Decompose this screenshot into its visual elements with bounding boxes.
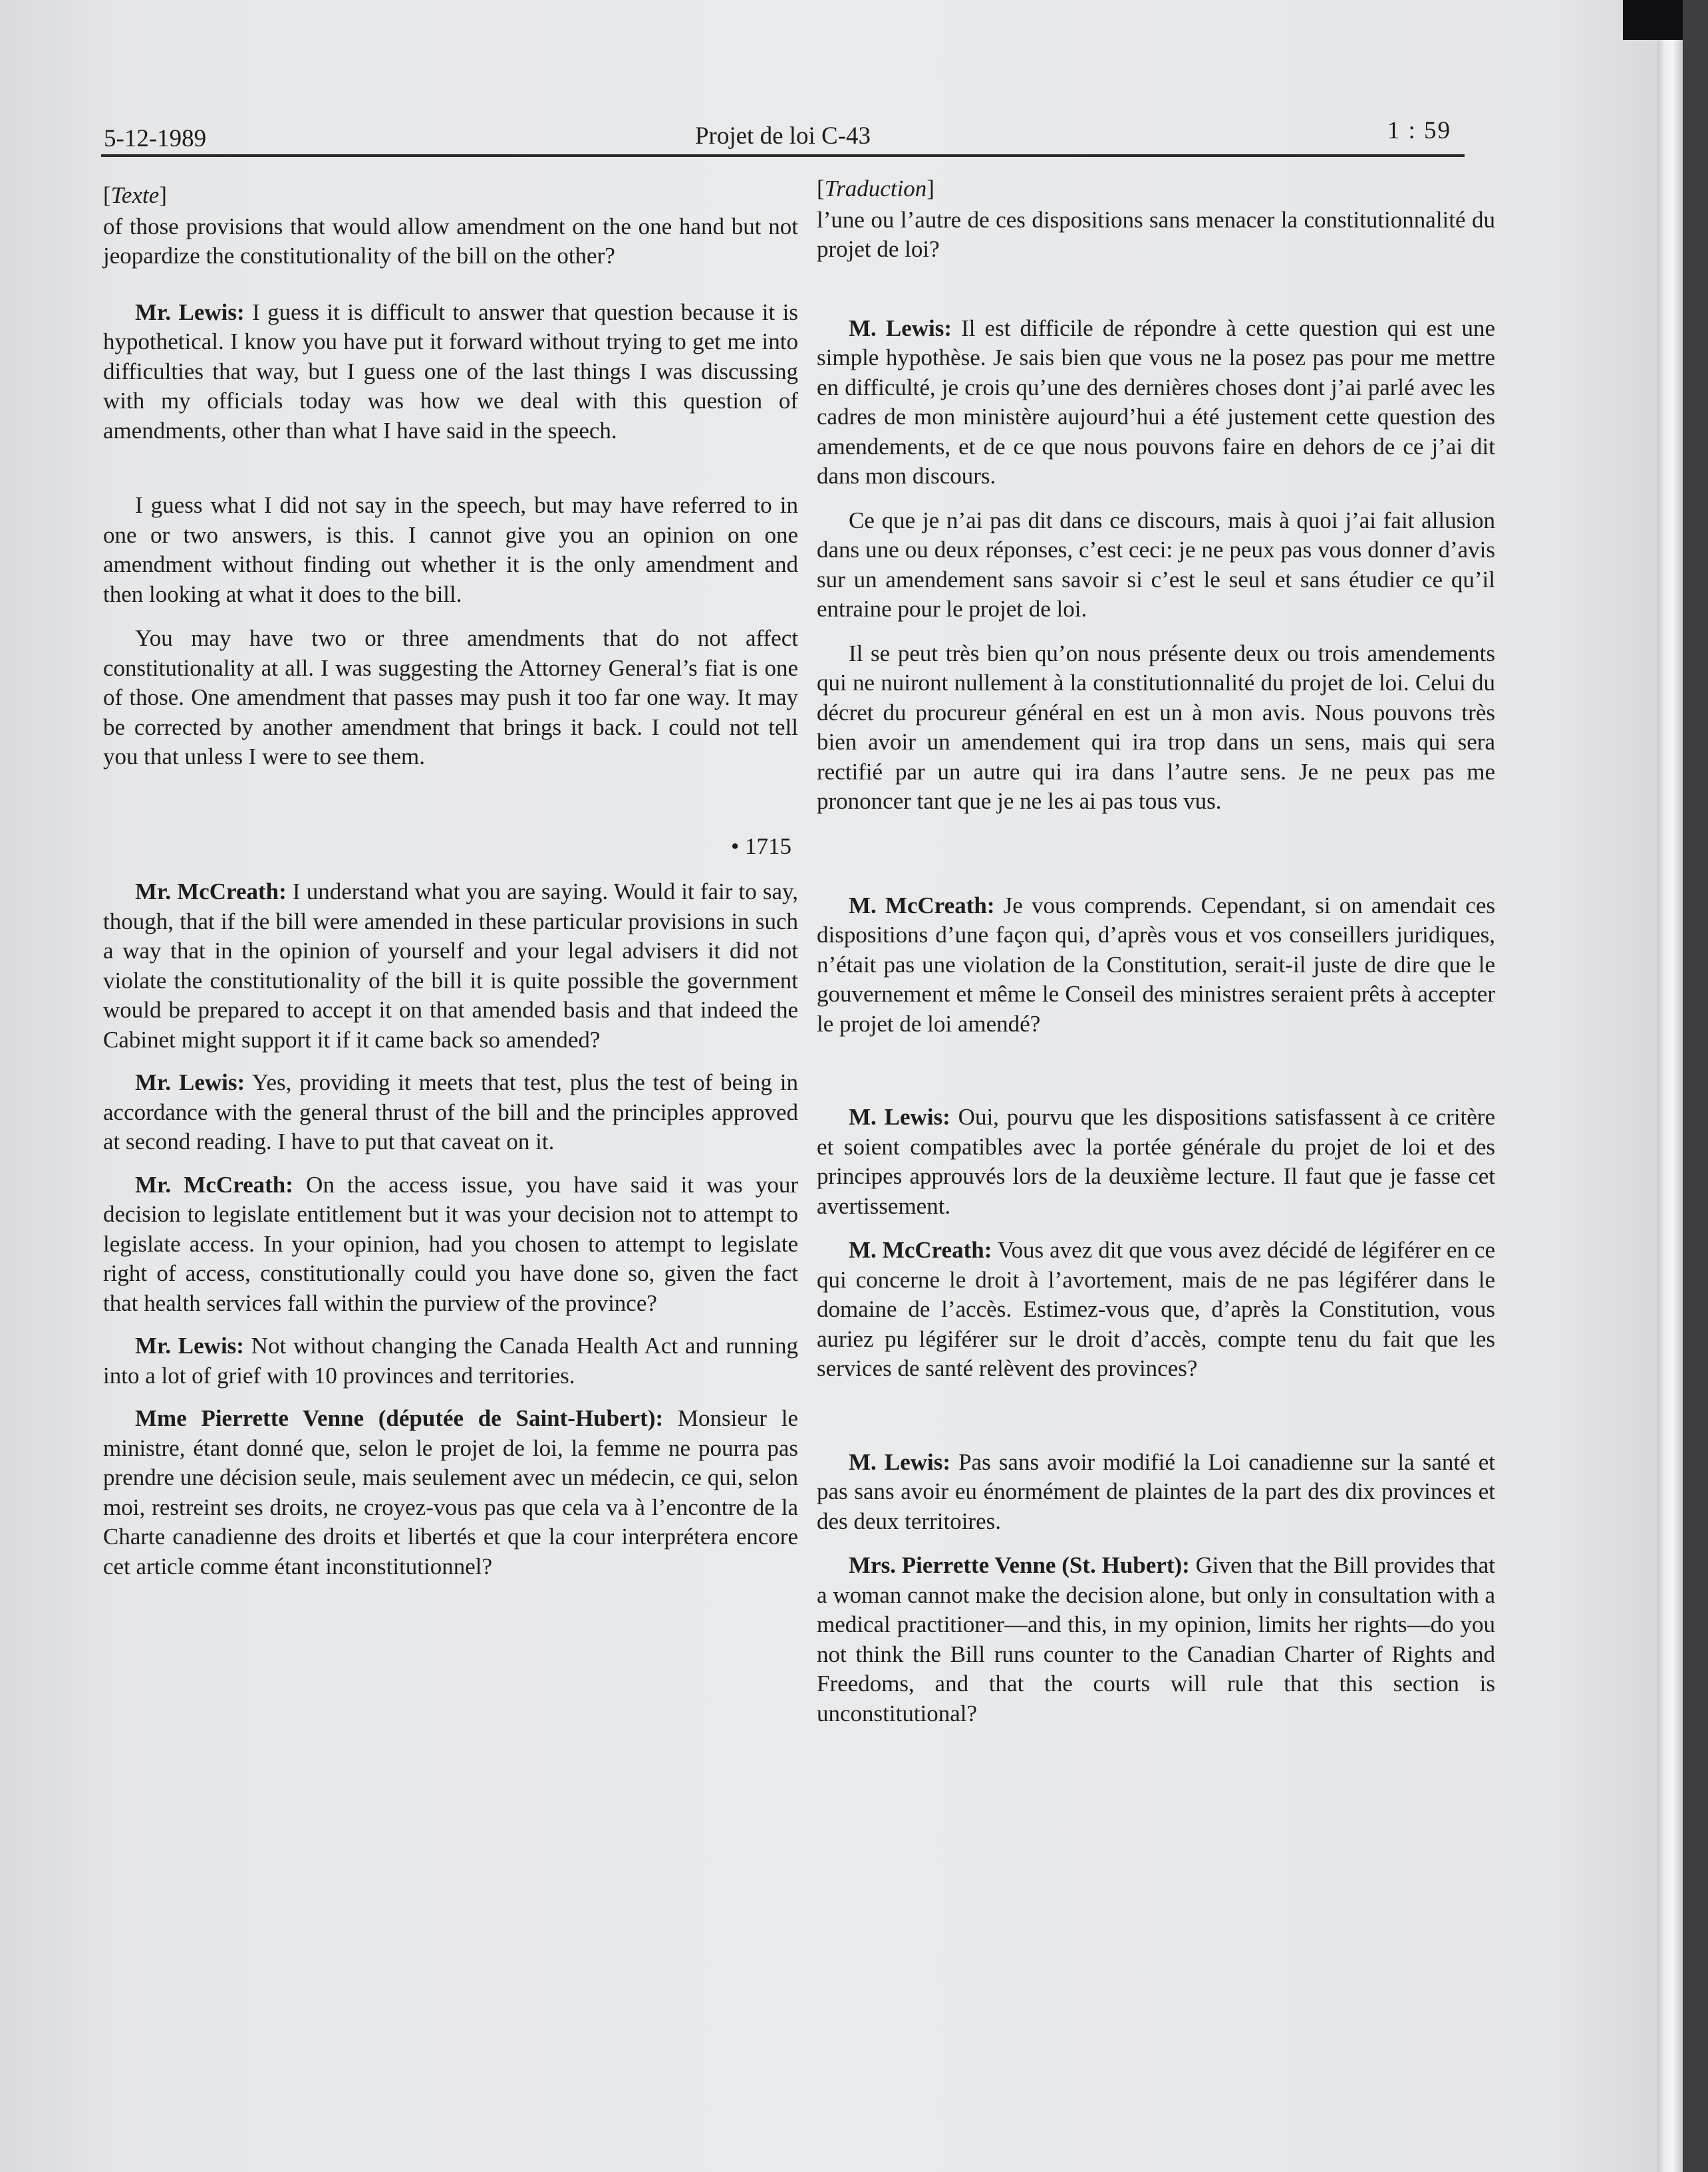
right-paragraph-2: M. Lewis: Il est difficile de répondre à cette question qui est une simple hypothèse. Je sais bien que vous ne la posez pas pour me mettre en difficulté, je crois qu’une des dernières choses dont j’ai parlé avec les cadres de mon ministère aujourd’hui a été justement cette question des amendements, et de ce que nous pouvons faire en dehors de ce j’ai dit dans mon discours. <box>817 315 1495 489</box>
speaker-name: Mr. McCreath: <box>135 1171 293 1198</box>
speaker-name: M. Lewis: <box>849 315 952 341</box>
speaker-name: Mr. McCreath: <box>135 879 287 904</box>
page-edge <box>1657 0 1683 2172</box>
right-column <box>817 174 1495 1728</box>
left-paragraph-8: Mr. Lewis: Not without changing the Canada Health Act and running into a lot of grief with 10 provinces and territories. <box>103 1333 799 1389</box>
header-page-number: 1 : 59 <box>1387 117 1451 144</box>
section-marker-traduction: [Traduction] <box>817 176 934 202</box>
speaker-name: Mr. Lewis: <box>135 1069 245 1095</box>
right-paragraph-4: Il se peut très bien qu’on nous présente deux ou trois amendements qui ne nuiront nullement à la constitutionnalité du projet de loi. Celui du décret du procureur général en est un à mon avis. Nous pouvons très bien avoir un amendement qui ira trop dans un sens, mais qui sera rectifié par un autre qui ira dans l’autre sens. Je ne peux pas me prononcer tant que je ne les ai pas tous vus. <box>817 640 1495 814</box>
background-corner <box>1623 0 1683 40</box>
right-paragraph-6: M. Lewis: Oui, pourvu que les dispositions satisfassent à ce critère et soient compatibles avec la portée générale du projet de loi et des principes approuvés lors de la deuxième lecture. Il faut que je fasse cet avertissement. <box>817 1104 1495 1219</box>
right-paragraph-7: M. McCreath: Vous avez dit que vous avez décidé de légiférer en ce qui concerne le droit à l’avortement, mais de ne pas légiférer dans le domaine de l’accès. Estimez-vous que, d’après la Constitution, vous auriez pu légiférer sur le droit d’accès, compte tenu du fait que les services de santé relèvent des provinces? <box>817 1237 1495 1381</box>
right-paragraph-9: Mrs. Pierrette Venne (St. Hubert): Given that the Bill provides that a woman cannot make the decision alone, but only in consultation with a medical practitioner—and this, in my opinion, limits her rights—do you not think the Bill runs counter to the Canadian Charter of Rights and Freedoms, and that the courts will rule that this section is unconstitutional? <box>817 1552 1496 1726</box>
left-paragraph-5: Mr. McCreath: I understand what you are saying. Would it fair to say, though, that if the bill were amended in these particular provisions in such a way that in the opinion of yourself and your legal advisers it did not violate the constitutionality of the bill it is quite possible the government would be prepared to accept it on that amended basis and that indeed the Cabinet might support it if it came back so amended? <box>103 879 798 1053</box>
speaker-name: Mr. Lewis: <box>135 299 245 325</box>
left-paragraph-2: Mr. Lewis: I guess it is difficult to answer that question because it is hypothetical. I know you have put it forward without trying to get me into difficulties that way, but I guess one of the last things I was discussing with my officials today was how we deal with this question of amendments, other than what I have said in the speech. <box>103 299 798 444</box>
header-title: Projet de loi C-43 <box>694 122 871 150</box>
left-paragraph-9: Mme Pierrette Venne (députée de Saint-Hubert): Monsieur le ministre, étant donné que, selon le projet de loi, la femme ne pourra pas prendre une décision seule, mais seulement avec un médecin, ce qui, selon moi, restreint ses droits, ne croyez-vous pas que cela va à l’encontre de la Charte canadienne des droits et libertés et que la cour interprétera encore cet article comme étant inconstitutionnel? <box>103 1405 798 1579</box>
left-paragraph-4: You may have two or three amendments that do not affect constitutionality at all. I was suggesting the Attorney General’s fiat is one of those. One amendment that passes may push it too far one way. It may be corrected by another amendment that brings it back. I could not tell you that unless I were to see them. <box>103 625 798 769</box>
right-paragraph-3: Ce que je n’ai pas dit dans ce discours, mais à quoi j’ai fait allusion dans une ou deux réponses, c’est ceci: je ne peux pas vous donner d’avis sur un amendement sans savoir si c’est le seul et sans étudier ce qu’il entraine pour le projet de loi. <box>817 507 1495 622</box>
header-date: 5-12-1989 <box>104 125 207 152</box>
left-column <box>103 181 798 1581</box>
left-paragraph-1: of those provisions that would allow amendment on the one hand but not jeopardize the constitutionality of the bill on the other? <box>103 213 798 269</box>
speaker-name: M. Lewis: <box>849 1448 951 1475</box>
speaker-name: Mme Pierrette Venne (députée de Saint-Hubert): <box>135 1405 664 1431</box>
right-paragraph-5: M. McCreath: Je vous comprends. Cependant, si on amendait ces dispositions d’une façon qui, d’après vous et vos conseillers juridiques, n’était pas une violation de la Constitution, serait-il juste de dire que le gouvernement et même le Conseil des ministres seraient prêts à accepter le projet de loi amendé? <box>817 892 1495 1037</box>
section-marker-texte: [Texte] <box>103 182 167 208</box>
speaker-name: M. McCreath: <box>849 892 995 918</box>
right-paragraph-8: M. Lewis: Pas sans avoir modifié la Loi canadienne sur la santé et pas sans avoir eu énormément de plaintes de la part des dix provinces et des deux territoires. <box>817 1448 1495 1534</box>
speaker-name: M. McCreath: <box>849 1237 992 1263</box>
left-paragraph-3: I guess what I did not say in the speech, but may have referred to in one or two answers, is this. I cannot give you an opinion on one amendment without finding out whether it is the only amendment and then looking at what it does to the bill. <box>103 492 798 607</box>
speaker-name: Mr. Lewis: <box>135 1333 244 1359</box>
page-header <box>101 112 1465 157</box>
left-paragraph-6: Mr. Lewis: Yes, providing it meets that test, plus the test of being in accordance with the general thrust of the bill and the principles approved at second reading. I have to put that caveat on it. <box>103 1069 798 1154</box>
right-paragraph-1: l’une ou l’autre de ces dispositions sans menacer la constitutionnalité du projet de loi? <box>817 206 1495 262</box>
speaker-name: M. Lewis: <box>849 1104 950 1130</box>
time-stamp: • 1715 <box>730 833 791 859</box>
speaker-name: Mrs. Pierrette Venne (St. Hubert): <box>849 1552 1190 1578</box>
left-paragraph-7: Mr. McCreath: On the access issue, you have said it was your decision to legislate entitlement but it was your decision not to attempt to legislate access. In your opinion, had you chosen to attempt to legislate right of access, constitutionally could you have done so, given the fact that health services fall within the purview of the province? <box>103 1171 798 1316</box>
